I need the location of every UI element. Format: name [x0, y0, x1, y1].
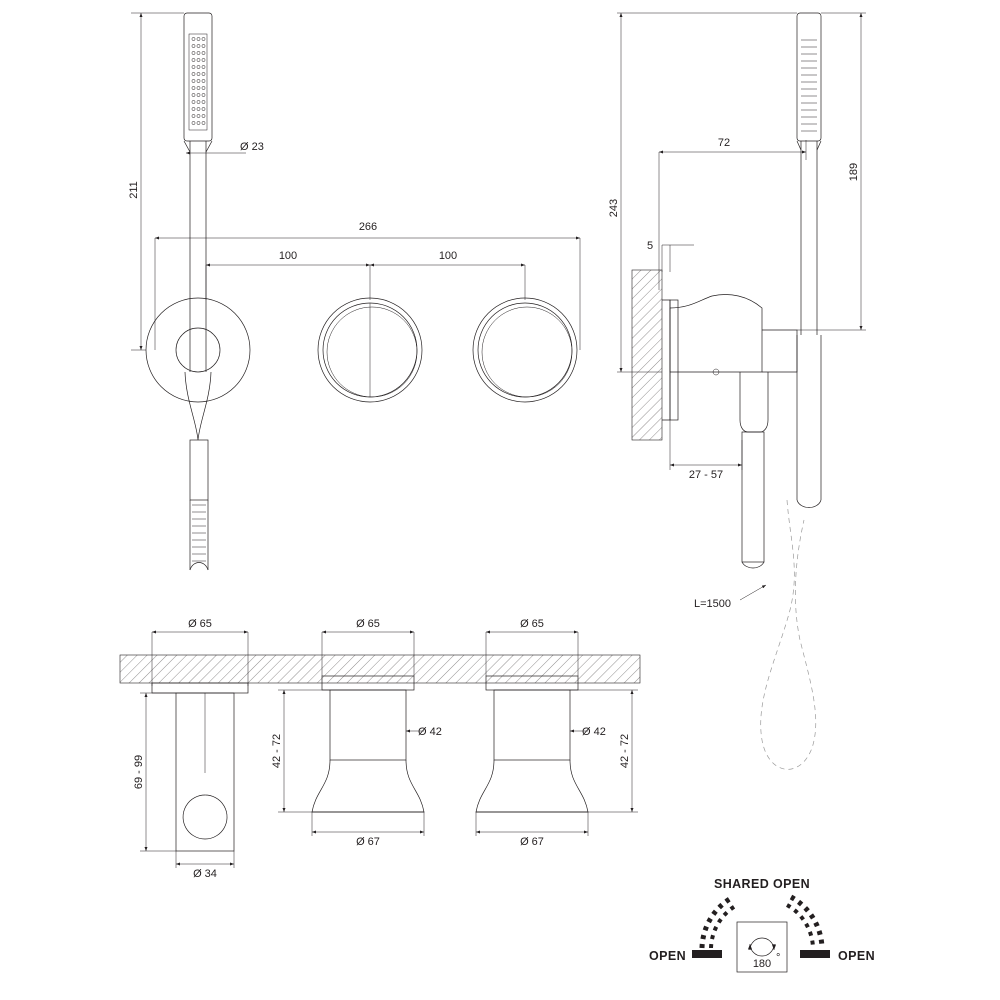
dim-handset-diameter	[186, 141, 264, 153]
dim-label-depth-mid: 42 - 72	[271, 733, 283, 769]
dim-label-base-dia-right: Ø 67	[520, 836, 544, 848]
shower-hose	[761, 500, 816, 769]
dim-spacing-left	[206, 250, 370, 300]
side-elevation-view	[608, 13, 866, 769]
dim-label-handset-diameter: Ø 23	[240, 141, 264, 153]
legend-bar-right	[800, 950, 830, 958]
dim-label-body-dia-right: Ø 42	[582, 726, 606, 738]
dim-outlet-dia	[176, 851, 234, 880]
legend-shared-open-label: SHARED OPEN	[713, 877, 811, 891]
control-knob-center	[318, 298, 422, 402]
dim-body-dia-right	[570, 726, 606, 738]
section-valve-right	[476, 676, 588, 812]
control-knob-right	[473, 298, 577, 402]
legend-open-left-label: OPEN	[648, 949, 686, 963]
legend-open-right-label: OPEN	[838, 949, 876, 963]
dim-label-flange-dia-right: Ø 65	[520, 618, 544, 630]
dim-label-spacing-left: 100	[278, 250, 298, 262]
dim-label-wall-thickness-5: 5	[647, 240, 654, 252]
dim-label-hose-length: L=1500	[694, 598, 732, 610]
dim-label-overall-spacing: 266	[358, 221, 378, 233]
dim-overall-spacing	[155, 221, 580, 350]
dim-base-dia-mid	[312, 812, 424, 848]
handset-head	[184, 13, 212, 300]
dim-depth-right	[570, 690, 638, 812]
dim-label-height-189: 189	[848, 162, 860, 182]
dim-label-spacing-right: 100	[438, 250, 458, 262]
dim-depth-mid	[271, 690, 330, 812]
dim-projection-72	[659, 137, 806, 290]
dim-label-projection-72: 72	[717, 137, 731, 149]
dim-label-depth-left: 69 - 99	[133, 754, 145, 790]
dim-body-dia-mid	[406, 726, 442, 738]
dim-label-flange-dia-left: Ø 65	[188, 618, 212, 630]
legend-angle-unit: °	[776, 952, 781, 964]
operation-legend	[649, 877, 875, 972]
legend-rotation-symbol	[737, 922, 787, 972]
dim-label-handset-length: 211	[128, 181, 140, 199]
mixer-body-side	[662, 295, 797, 569]
dim-label-body-dia-mid: Ø 42	[418, 726, 442, 738]
label-hose-length	[694, 585, 766, 610]
handset-holder-front	[146, 298, 250, 570]
handset-side	[797, 13, 821, 508]
wall-section	[632, 270, 662, 440]
dim-wall-thickness-5	[647, 240, 694, 272]
section-holder-left	[152, 683, 248, 851]
dim-handset-length	[128, 13, 184, 350]
dim-bracket-range	[670, 420, 742, 481]
dim-depth-left	[133, 693, 176, 851]
dim-label-outlet-dia: Ø 34	[193, 868, 217, 880]
dim-label-bracket-range: 27 - 57	[688, 469, 724, 481]
dim-height-189	[797, 13, 866, 330]
dim-label-height-243: 243	[608, 198, 620, 218]
dim-base-dia-right	[476, 812, 588, 848]
dim-label-depth-right: 42 - 72	[619, 733, 631, 769]
dim-spacing-right	[370, 250, 525, 300]
dim-label-base-dia-mid: Ø 67	[356, 836, 380, 848]
legend-arc-right	[787, 897, 822, 948]
legend-angle-label: 180	[752, 958, 772, 970]
section-view	[120, 618, 640, 880]
section-valve-mid	[312, 676, 424, 812]
dim-label-flange-dia-mid: Ø 65	[356, 618, 380, 630]
legend-arc-left	[700, 896, 741, 950]
wall-band	[120, 655, 640, 683]
legend-bar-left	[692, 950, 722, 958]
front-elevation-view	[128, 13, 580, 570]
